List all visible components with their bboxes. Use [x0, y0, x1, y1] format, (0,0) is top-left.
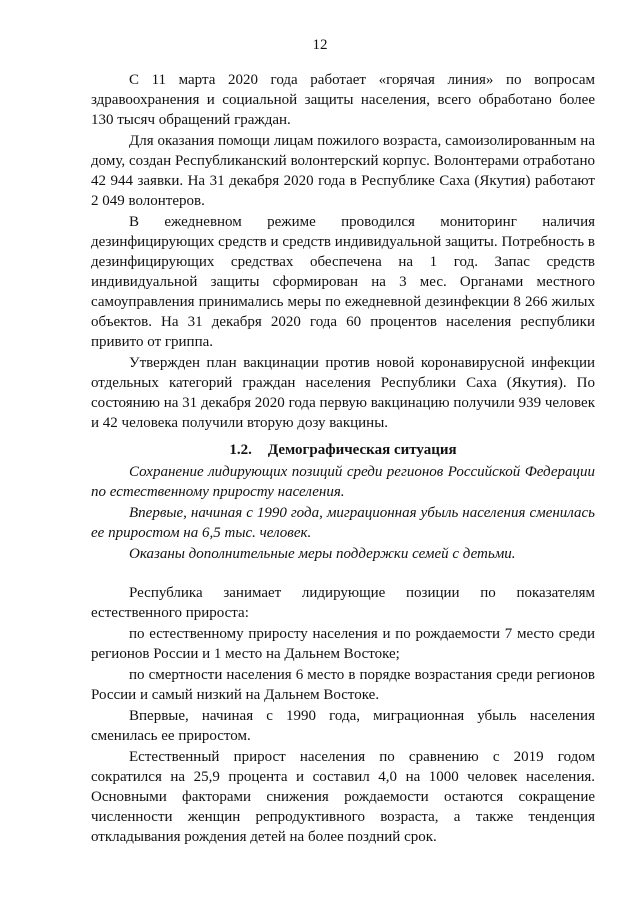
paragraph-volunteers: Для оказания помощи лицам пожилого возраста, самоизолированным на дому, создан Республиканский волонтерский корпус. Волонтерами отработано 42 944 заявки. На 31 декабря 2020 года в Республике Саха (Якутия) работают 2 049 волонтеров. [91, 133, 595, 209]
section-title: Демографическая ситуация [267, 442, 457, 458]
page-number: 12 [312, 37, 328, 53]
summary-item: Впервые, начиная с 1990 года, миграционная убыль населения сменилась ее приростом на 6,5 тыс. человек. [91, 505, 595, 541]
paragraph-vaccination: Утвержден план вакцинации против новой коронавирусной инфекции отдельных категорий граждан населения Республики Саха (Якутия). По состоянию на 31 декабря 2020 года первую вакцинацию получили 939 человек и 42 человека получили вторую дозу вакцины. [91, 355, 595, 431]
paragraph-hotline: С 11 марта 2020 года работает «горячая линия» по вопросам здравоохранения и социальной защиты населения, всего обработано более 130 тысяч обращений граждан. [91, 72, 595, 128]
section-number: 1.2. [229, 442, 252, 458]
summary-item: Оказаны дополнительные меры поддержки семей с детьми. [129, 546, 516, 562]
section-heading [91, 440, 595, 460]
paragraph-leading-positions: Республика занимает лидирующие позиции по показателям естественного прироста: [91, 585, 595, 621]
document-body [91, 70, 595, 848]
summary-item: Сохранение лидирующих позиций среди регионов Российской Федерации по естественному приросту населения. [91, 464, 595, 500]
paragraph-monitoring: В ежедневном режиме проводился мониторинг наличия дезинфицирующих средств и средств индивидуальной защиты. Потребность в дезинфицирующих средствах обеспечена на 1 год. Запас средств индивидуальной защиты сформирован на 3 мес. Органами местного самоуправления принимались меры по ежедневной дезинфекции 8 266 жилых объектов. На 31 декабря 2020 года 60 процентов населения республики привито от гриппа. [91, 214, 595, 350]
paragraph-mortality: по смертности населения 6 место в порядке возрастания среди регионов России и самый низкий на Дальнем Востоке. [91, 667, 595, 703]
paragraph-migration: Впервые, начиная с 1990 года, миграционная убыль населения сменилась ее приростом. [91, 708, 595, 744]
spacer [91, 565, 595, 583]
paragraph-birth-rate: по естественному приросту населения и по рождаемости 7 место среди регионов России и 1 место на Дальнем Востоке; [91, 626, 595, 662]
paragraph-natural-growth: Естественный прирост населения по сравнению с 2019 годом сократился на 25,9 процента и составил 4,0 на 1000 человек населения. Основными факторами снижения рождаемости остаются сокращение численности женщин репродуктивного возраста, а также тенденция откладывания рождения детей на более поздний срок. [91, 749, 595, 845]
